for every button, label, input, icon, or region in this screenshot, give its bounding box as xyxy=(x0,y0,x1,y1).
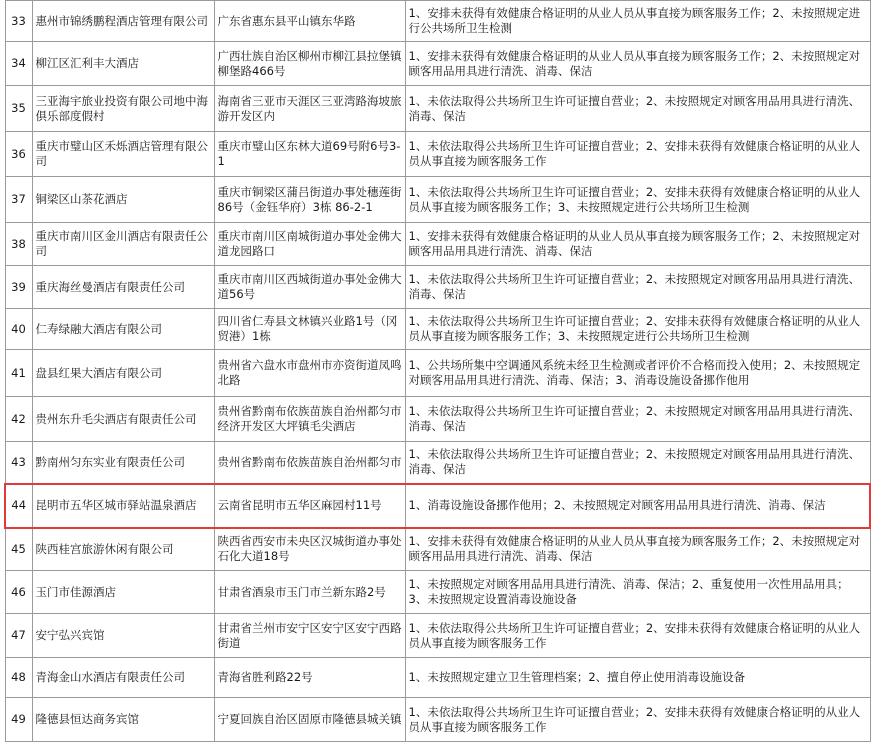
row-number: 47 xyxy=(5,614,32,658)
company-name: 重庆海丝曼酒店有限责任公司 xyxy=(32,266,214,309)
company-name: 青海金山水酒店有限责任公司 xyxy=(32,658,214,698)
violation-details: 1、安排未获得有效健康合格证明的从业人员从事直接为顾客服务工作；2、未按照规定进行公共场所卫生检测 xyxy=(405,1,870,42)
company-address: 广东省惠东县平山镇东华路 xyxy=(214,1,405,42)
row-number: 42 xyxy=(5,397,32,442)
row-number: 45 xyxy=(5,528,32,571)
company-name: 重庆市璧山区禾烁酒店管理有限公司 xyxy=(32,132,214,177)
row-number: 49 xyxy=(5,698,32,742)
company-name: 黔南州匀东实业有限责任公司 xyxy=(32,442,214,484)
company-address: 甘肃省酒泉市玉门市兰新东路2号 xyxy=(214,571,405,614)
violation-details: 1、未按照规定对顾客用品用具进行清洗、消毒、保洁；2、重复使用一次性用品用具；3、未按照规定设置消毒设施设备 xyxy=(405,571,870,614)
company-name: 昆明市五华区城市驿站温泉酒店 xyxy=(32,484,214,528)
company-address: 重庆市铜梁区蒲吕街道办事处穗莲街86号（金钰华府）3栋 86-2-1 xyxy=(214,177,405,223)
violation-details: 1、未依法取得公共场所卫生许可证擅自营业；2、安排未获得有效健康合格证明的从业人员从事直接为顾客服务工作 xyxy=(405,698,870,742)
violation-details: 1、未依法取得公共场所卫生许可证擅自营业；2、安排未获得有效健康合格证明的从业人员从事直接为顾客服务工作；3、未按照规定进行公共场所卫生检测 xyxy=(405,177,870,223)
violation-details: 1、公共场所集中空调通风系统未经卫生检测或者评价不合格而投入使用；2、未按照规定对顾客用品用具进行清洗、消毒、保洁；3、消毒设施设备挪作他用 xyxy=(405,350,870,397)
table-row xyxy=(5,177,870,223)
table-row xyxy=(5,528,870,571)
company-address: 青海省胜利路22号 xyxy=(214,658,405,698)
row-number: 37 xyxy=(5,177,32,223)
company-address: 海南省三亚市天涯区三亚湾路海坡旅游开发区内 xyxy=(214,86,405,132)
row-number: 35 xyxy=(5,86,32,132)
violation-details: 1、未依法取得公共场所卫生许可证擅自营业；2、未按照规定对顾客用品用具进行清洗、消毒、保洁 xyxy=(405,442,870,484)
row-number: 38 xyxy=(5,223,32,266)
table-row xyxy=(5,266,870,309)
violation-details: 1、未依法取得公共场所卫生许可证擅自营业；2、未按照规定对顾客用品用具进行清洗、消毒、保洁 xyxy=(405,86,870,132)
company-name: 柳江区汇利丰大酒店 xyxy=(32,42,214,86)
company-address: 广西壮族自治区柳州市柳江县拉堡镇柳堡路466号 xyxy=(214,42,405,86)
company-address: 重庆市璧山区东林大道69号附6号3-1 xyxy=(214,132,405,177)
row-number: 39 xyxy=(5,266,32,309)
table-row xyxy=(5,698,870,742)
company-address: 重庆市南川区南城街道办事处金佛大道龙园路口 xyxy=(214,223,405,266)
table-row xyxy=(5,614,870,658)
highlighted-row xyxy=(5,484,870,528)
company-name: 三亚海宇旅业投资有限公司地中海俱乐部度假村 xyxy=(32,86,214,132)
violation-details: 1、未依法取得公共场所卫生许可证擅自营业；2、安排未获得有效健康合格证明的从业人员从事直接为顾客服务工作 xyxy=(405,132,870,177)
company-name: 铜梁区山茶花酒店 xyxy=(32,177,214,223)
table-row xyxy=(5,309,870,350)
company-name: 惠州市锦绣鹏程酒店管理有限公司 xyxy=(32,1,214,42)
row-number: 43 xyxy=(5,442,32,484)
violation-details: 1、未依法取得公共场所卫生许可证擅自营业；2、安排未获得有效健康合格证明的从业人员从事直接为顾客服务工作 xyxy=(405,614,870,658)
company-name: 安宁弘兴宾馆 xyxy=(32,614,214,658)
violation-details: 1、安排未获得有效健康合格证明的从业人员从事直接为顾客服务工作；2、未按照规定对顾客用品用具进行清洗、消毒、保洁 xyxy=(405,528,870,571)
company-address: 贵州省黔南布依族苗族自治州都匀市经济开发区大坪镇毛尖酒店 xyxy=(214,397,405,442)
table-row xyxy=(5,397,870,442)
table-body xyxy=(5,1,870,742)
row-number: 46 xyxy=(5,571,32,614)
row-number: 44 xyxy=(5,484,32,528)
table-row xyxy=(5,42,870,86)
company-name: 盘县红果大酒店有限公司 xyxy=(32,350,214,397)
row-number: 34 xyxy=(5,42,32,86)
table-row xyxy=(5,132,870,177)
row-number: 36 xyxy=(5,132,32,177)
company-name: 陕西桂宫旅游休闲有限公司 xyxy=(32,528,214,571)
company-address: 陕西省西安市未央区汉城街道办事处石化大道18号 xyxy=(214,528,405,571)
row-number: 41 xyxy=(5,350,32,397)
company-address: 重庆市南川区西城街道办事处金佛大道56号 xyxy=(214,266,405,309)
violations-table xyxy=(4,0,871,742)
table-row xyxy=(5,571,870,614)
violation-details: 1、未按照规定建立卫生管理档案；2、擅自停止使用消毒设施设备 xyxy=(405,658,870,698)
company-name: 玉门市佳源酒店 xyxy=(32,571,214,614)
violation-details: 1、安排未获得有效健康合格证明的从业人员从事直接为顾客服务工作；2、未按照规定对顾客用品用具进行清洗、消毒、保洁 xyxy=(405,42,870,86)
violation-details: 1、未依法取得公共场所卫生许可证擅自营业；2、未按照规定对顾客用品用具进行清洗、消毒、保洁 xyxy=(405,397,870,442)
table-row xyxy=(5,223,870,266)
violation-details: 1、未依法取得公共场所卫生许可证擅自营业；2、未按照规定对顾客用品用具进行清洗、消毒、保洁 xyxy=(405,266,870,309)
company-name: 重庆市南川区金川酒店有限责任公司 xyxy=(32,223,214,266)
company-name: 仁寿绿融大酒店有限公司 xyxy=(32,309,214,350)
table-row xyxy=(5,1,870,42)
row-number: 48 xyxy=(5,658,32,698)
company-name: 贵州东升毛尖酒店有限责任公司 xyxy=(32,397,214,442)
company-address: 四川省仁寿县文林镇兴业路1号（冈贸港）1栋 xyxy=(214,309,405,350)
company-address: 贵州省六盘水市盘州市亦资街道凤鸣北路 xyxy=(214,350,405,397)
table-row xyxy=(5,86,870,132)
table-row xyxy=(5,350,870,397)
row-number: 33 xyxy=(5,1,32,42)
table-row xyxy=(5,442,870,484)
violation-details: 1、安排未获得有效健康合格证明的从业人员从事直接为顾客服务工作；2、未按照规定对顾客用品用具进行清洗、消毒、保洁 xyxy=(405,223,870,266)
violation-details: 1、未依法取得公共场所卫生许可证擅自营业；2、安排未获得有效健康合格证明的从业人员从事直接为顾客服务工作；3、未按照规定进行公共场所卫生检测 xyxy=(405,309,870,350)
company-address: 甘肃省兰州市安宁区安宁区安宁西路街道 xyxy=(214,614,405,658)
company-address: 宁夏回族自治区固原市隆德县城关镇 xyxy=(214,698,405,742)
company-name: 隆德县恒达商务宾馆 xyxy=(32,698,214,742)
row-number: 40 xyxy=(5,309,32,350)
company-address: 云南省昆明市五华区麻园村11号 xyxy=(214,484,405,528)
table-row xyxy=(5,658,870,698)
violation-details: 1、消毒设施设备挪作他用；2、未按照规定对顾客用品用具进行清洗、消毒、保洁 xyxy=(405,484,870,528)
company-address: 贵州省黔南布依族苗族自治州都匀市 xyxy=(214,442,405,484)
